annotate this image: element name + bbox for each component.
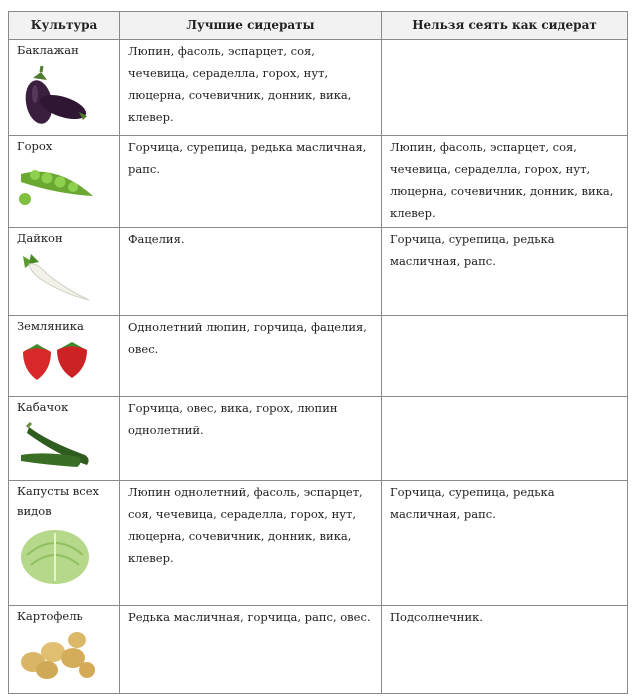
crop-cell xyxy=(9,316,120,397)
crop-cell xyxy=(9,397,120,481)
best-green-manure-cell: Однолетний люпин, горчица, фацелия, овес. xyxy=(120,316,382,397)
best-green-manure-cell: Редька масличная, горчица, рапс, овес. xyxy=(120,606,382,694)
cabbage-image xyxy=(17,525,97,585)
potato-image xyxy=(17,630,97,680)
zucchini-image xyxy=(17,421,97,469)
table-row xyxy=(9,606,628,694)
forbidden-green-manure-cell xyxy=(382,316,628,397)
eggplant-image xyxy=(17,64,97,126)
crop-name: Кабачок xyxy=(17,400,69,414)
best-green-manure-cell: Горчица, сурепица, редька масличная, рапс. xyxy=(120,136,382,228)
daikon-image xyxy=(17,252,97,304)
crop-name: Капусты всех видов xyxy=(17,484,100,518)
table-row xyxy=(9,481,628,606)
crop-name: Дайкон xyxy=(17,231,63,245)
forbidden-green-manure-cell: Горчица, сурепица, редька масличная, рапс. xyxy=(382,228,628,316)
crop-cell xyxy=(9,136,120,228)
crop-cell xyxy=(9,40,120,136)
best-green-manure-cell: Люпин, фасоль, эспарцет, соя, чечевица, сераделла, горох, нут, люцерна, сочевичник, донник, вика, клевер. xyxy=(120,40,382,136)
best-green-manure-cell: Горчица, овес, вика, горох, люпин однолетний. xyxy=(120,397,382,481)
header-forbidden-green-manure: Нельзя сеять как сидерат xyxy=(382,12,628,40)
table-row xyxy=(9,397,628,481)
table-row xyxy=(9,40,628,136)
forbidden-green-manure-cell xyxy=(382,40,628,136)
crop-name: Картофель xyxy=(17,609,83,623)
forbidden-green-manure-cell: Горчица, сурепица, редька масличная, рапс. xyxy=(382,481,628,606)
header-best-green-manure: Лучшие сидераты xyxy=(120,12,382,40)
forbidden-green-manure-cell xyxy=(382,397,628,481)
table-header-row xyxy=(9,12,628,40)
pea-pod-image xyxy=(17,160,97,208)
forbidden-green-manure-cell: Люпин, фасоль, эспарцет, соя, чечевица, сераделла, горох, нут, люцерна, сочевичник, донник, вика, клевер. xyxy=(382,136,628,228)
crop-name: Горох xyxy=(17,139,53,153)
crop-name: Баклажан xyxy=(17,43,79,57)
best-green-manure-cell: Фацелия. xyxy=(120,228,382,316)
best-green-manure-cell: Люпин однолетний, фасоль, эспарцет, соя, чечевица, сераделла, горох, нут, люцерна, сочевичник, донник, вика, клевер. xyxy=(120,481,382,606)
header-crop: Культура xyxy=(9,12,120,40)
crop-cell xyxy=(9,606,120,694)
forbidden-green-manure-cell: Подсолнечник. xyxy=(382,606,628,694)
table-row xyxy=(9,228,628,316)
crop-cell xyxy=(9,228,120,316)
table-row xyxy=(9,316,628,397)
crop-cell xyxy=(9,481,120,606)
table-row xyxy=(9,136,628,228)
cropped-heading-strip xyxy=(0,0,637,8)
strawberry-image xyxy=(17,340,97,382)
crop-name: Земляника xyxy=(17,319,84,333)
green-manure-table xyxy=(8,11,628,694)
